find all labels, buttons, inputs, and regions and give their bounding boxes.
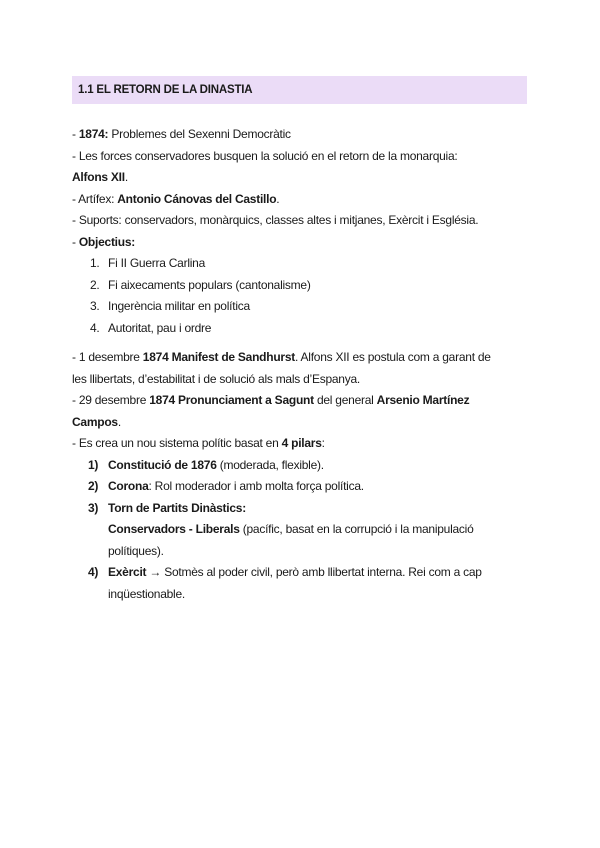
bold-fragment: Arsenio Martínez [376, 393, 470, 407]
paragraph-pilars [72, 433, 532, 455]
bold-fragment: 1874: [78, 127, 109, 141]
text-fragment: (moderada, flexible). [216, 457, 324, 472]
text-fragment: - [72, 234, 79, 249]
paragraph-artifex [72, 189, 532, 211]
text-fragment: - Es crea un nou sistema polític basat en [72, 436, 282, 450]
section-heading: 1.1 EL RETORN DE LA DINASTIA [72, 76, 527, 104]
text-fragment: . [276, 191, 280, 206]
bold-fragment: Torn de Partits Dinàstics: [108, 500, 246, 515]
text-fragment: - 1 desembre [72, 350, 143, 364]
list-marker: 3) [88, 500, 99, 515]
text-fragment: del general [313, 393, 377, 407]
list-marker: 2) [88, 479, 99, 493]
paragraph-forces: - Les forces conservadores busquen la solució en el retorn de la monarquia: [72, 148, 458, 163]
paragraph-sandhurst [72, 347, 532, 369]
bold-fragment: Campos [72, 414, 118, 429]
list-marker: 3. [90, 299, 100, 313]
spacer [72, 339, 532, 347]
bold-fragment: Conservadors - Liberals [108, 522, 240, 536]
text-fragment: : [321, 436, 325, 450]
list-item-continuation: polítiques). [108, 543, 164, 558]
paragraph-forces-cont [72, 167, 532, 189]
list-marker: 1. [90, 256, 100, 270]
list-item-continuation [72, 519, 532, 541]
list-item [72, 253, 532, 275]
list-item [72, 296, 532, 318]
bold-fragment: 1874 Manifest de Sandhurst [142, 350, 296, 364]
bold-fragment: 1874 Pronunciament a Sagunt [149, 393, 314, 407]
text-fragment: . [117, 414, 121, 429]
list-item-text: Fi aixecaments populars (cantonalisme) [108, 277, 311, 292]
list-item [72, 476, 532, 498]
bold-fragment: Antonio Cánovas del Castillo [117, 191, 277, 206]
paragraph-sagunt [72, 390, 532, 412]
text-fragment: Problemes del Sexenni Democràtic [108, 127, 291, 141]
bold-fragment: Constitució de 1876 [108, 457, 217, 472]
paragraph-sagunt-cont [72, 412, 532, 434]
text-fragment: - 29 desembre [72, 393, 150, 407]
list-item-text: Fi II Guerra Carlina [108, 256, 206, 270]
text-fragment: : Rol moderador i amb molta força política. [148, 479, 364, 493]
list-item [72, 275, 532, 297]
list-item-text: Ingerència militar en política [108, 299, 250, 313]
text-fragment: . [124, 170, 128, 184]
list-item [72, 498, 532, 520]
text-fragment: (pacífic, basat en la corrupció i la manipulació [239, 522, 474, 536]
paragraph-1874 [72, 124, 532, 146]
bold-fragment: Alfons XII [72, 170, 125, 184]
paragraph-objectius [72, 232, 532, 254]
text-fragment: → Sotmès al poder civil, però amb llibertat interna. Rei com a cap [146, 565, 482, 579]
list-marker: 4) [88, 565, 99, 579]
list-marker: 1) [88, 457, 99, 472]
list-item [72, 455, 532, 477]
text-fragment: - Artífex: [72, 191, 118, 206]
paragraph-suports: - Suports: conservadors, monàrquics, classes altes i mitjanes, Exèrcit i Església. [72, 213, 479, 227]
list-item-text: Autoritat, pau i ordre [108, 320, 212, 335]
list-marker: 2. [90, 277, 100, 292]
bold-fragment: 4 pilars [281, 436, 322, 450]
text-fragment: . Alfons XII es postula com a garant de [295, 350, 491, 364]
paragraph-sandhurst-cont: les llibertats, d’estabilitat i de solució als mals d’Espanya. [72, 371, 360, 386]
bold-fragment: Corona [108, 479, 149, 493]
document-body [72, 124, 532, 605]
text-fragment: - [72, 127, 79, 141]
list-item [72, 318, 532, 340]
list-item-continuation: inqüestionable. [108, 586, 185, 601]
list-marker: 4. [90, 320, 100, 335]
bold-fragment: Exèrcit [108, 565, 147, 579]
bold-fragment: Objectius: [78, 234, 136, 249]
list-item [72, 562, 532, 584]
